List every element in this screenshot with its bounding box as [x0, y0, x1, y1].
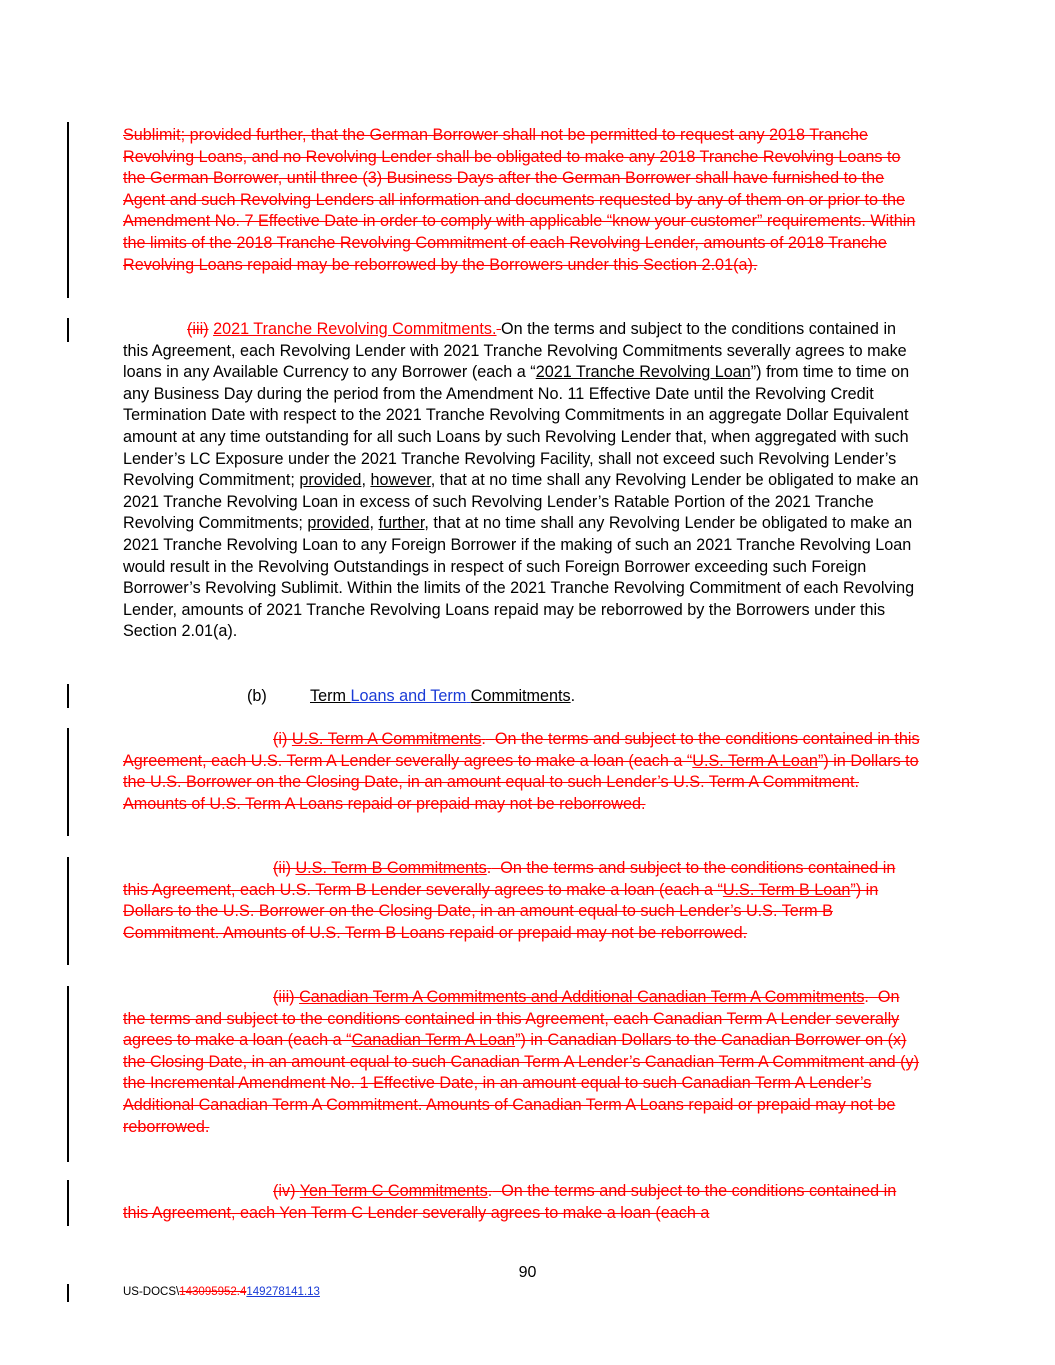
deleted-subsection-iv [123, 1181, 923, 1224]
paragraph-text: ”) in Canadian Dollars to the Canadian Borrower on (x) the Closing Date, in an amount equal to such Canadian Term A Lender’s Canadian Term A Commitment and (y) the Incremental Amendment No. 1 Effective Date, in an amount equal to such Canadian Term A Lender’s Additional Canadian Term A Commitment. Amounts of Canadian Term A Loans repaid or prepaid may not be reborrowed. [123, 1031, 920, 1136]
paragraph-text: Sublimit; provided further, that the German Borrower shall not be permitted to request any 2018 Tranche Revolving Loans, and no Revolving Lender shall be obligated to make any 2018 Tranche Revolving Loans to the German Borrower, until three (3) Business Days after the German Borrower shall have furnished to the Agent and such Revolving Lenders all information and documents requested by any of them on or prior to the Amendment No. 7 Effective Date in order to comply with applicable “know your customer” requirements. Within the limits of the 2018 Tranche Revolving Commitment of each Revolving Lender, amounts of 2018 Tranche Revolving Loans repaid may be reborrowed by the Borrowers under this Section 2.01(a). [123, 126, 916, 274]
deleted-subsection-ii [123, 858, 923, 944]
punctuation: . [481, 730, 486, 748]
deleted-subsection-iii [123, 987, 923, 1138]
change-bar [67, 1284, 69, 1302]
change-bar [67, 318, 69, 342]
defined-term: 2021 Tranche Revolving Loan [535, 363, 751, 382]
defined-term: U.S. Term A Loan [692, 751, 818, 770]
paragraph-text: , that at no time shall any Revolving Lender be obligated to make an 2021 Tranche Revolving Loan in excess of such Revolving Lender’s Ratable Portion of the 2021 Tranche Revolving Commitments; [123, 471, 919, 533]
clause-number: (iii) [273, 988, 295, 1006]
paragraph-text: ”) from time to time on any Business Day during the period from the Amendment No. 11 Effective Date until the Revolving Credit Termination Date with respect to the 2021 Tranche Revolving Commitments in an aggregate Dollar Equivalent amount at any time outstanding for all such Loans by such Revolving Lender that, when aggregated with such Lender’s LC Exposure under the 2021 Tranche Revolving Facility, shall not exceed such Revolving Lender’s Revolving Commitment; [123, 363, 910, 490]
paragraph-2021-tranche-revolving [123, 319, 923, 643]
deleted-doc-number: 143095952.4 [179, 1286, 247, 1298]
paragraph-text: ”) in Dollars to the U.S. Borrower on the Closing Date, in an amount equal to such Lender’s U.S. Term A Commitment. Amounts of U.S. Term A Loans repaid or prepaid may not be reborrowed. [123, 751, 919, 813]
punctuation: . [486, 859, 492, 877]
deleted-heading: 2021 Tranche Revolving Commitments. [213, 320, 497, 338]
deleted-clause-number: (iii) [187, 320, 209, 338]
heading-term: Term [310, 687, 346, 705]
deleted-subsection-i [123, 729, 923, 815]
punctuation: . [864, 988, 869, 1006]
clause-number: (iv) [273, 1182, 296, 1200]
section-number: (b) [247, 687, 267, 705]
footer-prefix: US-DOCS\ [123, 1286, 180, 1298]
change-bar [67, 857, 69, 965]
subsection-heading: Canadian Term A Commitments and Additional Canadian Term A Commitments [299, 988, 865, 1006]
punctuation: . [570, 687, 576, 705]
clause-number: (ii) [273, 859, 291, 877]
however-term: however [370, 471, 431, 490]
inserted-doc-number: 149278141.13 [246, 1286, 320, 1298]
paragraph-text: ”) in Dollars to the U.S. Borrower on the Closing Date, in an amount equal to such Lender’s U.S. Term B Commitment. Amounts of U.S. Term B Loans repaid or prepaid may not be reborrowed. [123, 880, 879, 942]
paragraph-text: On the terms and subject to the conditions contained in this Agreement, each Revolving Lender with 2021 Tranche Revolving Commitments severally agrees to make loans in any Available Currency to any Borrower (each a “ [123, 320, 907, 382]
heading-commitments: Commitments [470, 687, 571, 705]
change-bar [67, 1180, 69, 1226]
paragraph-text: On the terms and subject to the conditions contained in this Agreement, each Canadian Term A Lender severally agrees to make a loan (each a “ [123, 988, 900, 1050]
deleted-paragraph-2018-tranche [123, 125, 923, 276]
further-term: further [378, 514, 425, 533]
page-number: 90 [518, 1264, 537, 1281]
defined-term: Canadian Term A Loan [351, 1031, 516, 1050]
provided-term: provided [307, 514, 370, 533]
paragraph-text: On the terms and subject to the conditions contained in this Agreement, each U.S. Term B Lender severally agrees to make a loan (each a “ [123, 859, 896, 899]
subsection-heading: U.S. Term B Commitments [295, 859, 487, 877]
document-id-footer [123, 1286, 320, 1298]
paragraph-text: , that at no time shall any Revolving Lender be obligated to make an 2021 Tranche Revolving Loan to any Foreign Borrower if the making of such an 2021 Tranche Revolving Loan would result in the Revolving Outstandings in respect of such Foreign Borrower exceeding such Foreign Borrower’s Revolving Sublimit. Within the limits of the 2021 Tranche Revolving Commitment of each Revolving Lender, amounts of 2021 Tranche Revolving Loans repaid may be reborrowed by the Borrowers under this Section 2.01(a). [123, 514, 915, 641]
paragraph-text: On the terms and subject to the conditions contained in this Agreement, each U.S. Term A Lender severally agrees to make a loan (each a “ [123, 730, 920, 770]
clause-number: (i) [273, 730, 288, 748]
subsection-heading: U.S. Term A Commitments [291, 730, 482, 748]
defined-term: U.S. Term B Loan [722, 880, 851, 899]
provided-term: provided [299, 471, 362, 490]
punctuation: , [361, 471, 371, 490]
change-bar [67, 684, 69, 708]
subsection-heading: Yen Term C Commitments [299, 1182, 488, 1200]
inserted-text: Loans and Term [350, 687, 467, 705]
paragraph-text: On the terms and subject to the conditions contained in this Agreement, each Yen Term C Lender severally agrees to make a loan (each a [123, 1182, 897, 1222]
change-bar [67, 986, 69, 1162]
change-bar [67, 122, 69, 298]
section-b-heading [247, 686, 576, 708]
change-bar [67, 728, 69, 836]
punctuation: . [487, 1182, 493, 1200]
punctuation: , [369, 514, 379, 533]
